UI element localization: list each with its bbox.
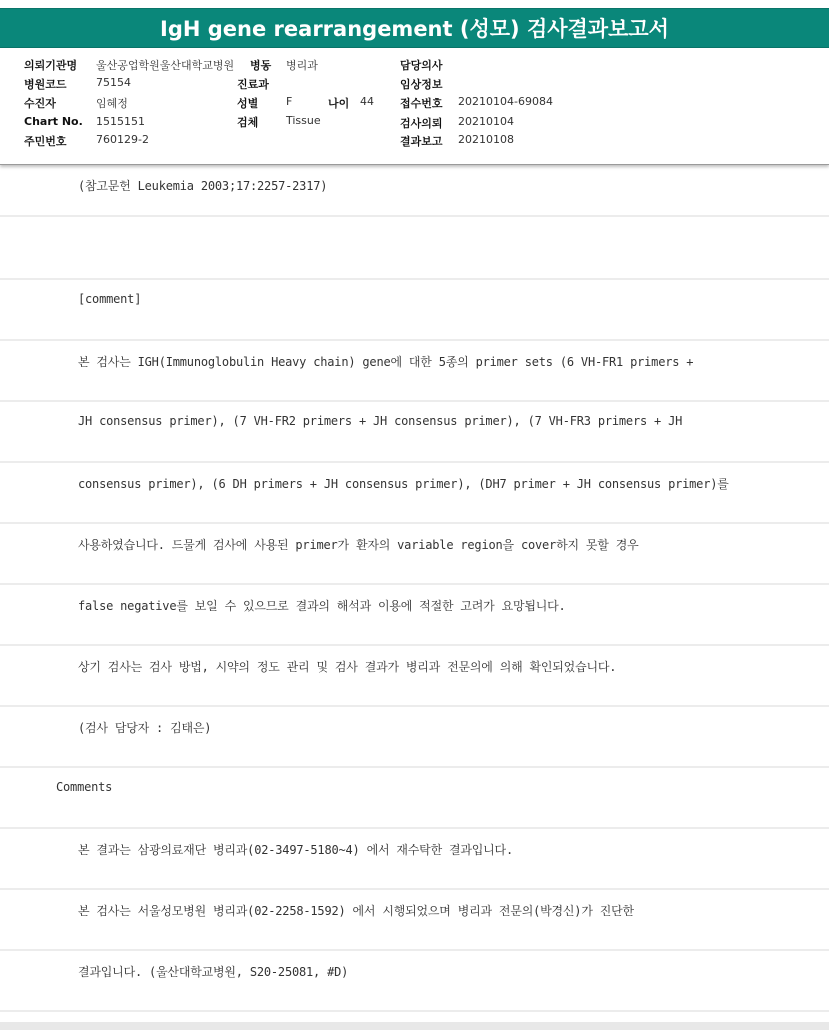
report-date-value: 20210108 [458,133,514,146]
department-label: 진료과 [237,78,269,91]
report-line-text: 사용하였습니다. 드물게 검사에 사용된 primer가 환자의 variable region을 cover하지 못할 경우 [78,538,639,552]
report-line-text: (참고문헌 Leukemia 2003;17:2257-2317) [78,179,328,193]
report-line [0,951,829,1012]
report-line-text: 본 검사는 서울성모병원 병리과(02-2258-1592) 에서 시행되었으며 병리과 전문의(박경신)가 진단한 [78,904,634,918]
report-line [0,524,829,585]
report-line-text: false negative를 보일 수 있으므로 결과의 해석과 이용에 적절한 고려가 요망됩니다. [78,599,566,613]
report-line [0,829,829,890]
age-value: 44 [360,95,374,108]
report-line [0,280,829,341]
report-line-text: 상기 검사는 검사 방법, 시약의 정도 관리 및 검사 결과가 병리과 전문의에 의해 확인되었습니다. [78,660,617,674]
clinical-info-label: 임상정보 [400,78,443,91]
hospital-code-value: 75154 [96,76,131,89]
report-body[interactable] [0,165,829,1030]
report-line [0,768,829,829]
examinee-value: 임혜정 [96,97,128,110]
report-title: IgH gene rearrangement (성모) 검사결과보고서 [0,8,829,48]
report-line-text: 결과입니다. (울산대학교병원, S20-25081, #D) [78,965,349,979]
ward-value: 병리과 [286,59,318,72]
report-line [0,890,829,951]
patient-info-panel [0,48,829,165]
hospital-code-label: 병원코드 [24,78,67,91]
report-line-text: (검사 담당자 : 김태은) [78,721,212,735]
report-line-text: [comment] [78,292,142,306]
request-date-value: 20210104 [458,115,514,128]
report-line [0,217,829,280]
sex-label: 성별 [237,97,259,110]
resident-no-value: 760129-2 [96,133,149,146]
receipt-no-label: 접수번호 [400,97,443,110]
examinee-label: 수진자 [24,97,56,110]
report-line [0,707,829,768]
chart-no-value: 1515151 [96,115,145,128]
report-line [0,341,829,402]
report-line-text: consensus primer), (6 DH primers + JH consensus primer), (DH7 primer + JH consensus primer)를 [78,477,729,491]
age-label: 나이 [328,97,350,110]
report-line [0,463,829,524]
bottom-scroll-area [0,1022,829,1030]
report-line-text: 본 검사는 IGH(Immunoglobulin Heavy chain) gene에 대한 5종의 primer sets (6 VH-FR1 primers + [78,355,694,369]
request-date-label: 검사의뢰 [400,117,443,130]
specimen-value: Tissue [286,114,321,127]
report-line [0,646,829,707]
report-line [0,165,829,217]
chart-no-label: Chart No. [24,115,83,128]
sex-value: F [286,95,293,108]
ward-label: 병동 [250,59,272,72]
institution-label: 의뢰기관명 [24,59,78,72]
doctor-label: 담당의사 [400,59,443,72]
report-line [0,585,829,646]
specimen-label: 검체 [237,116,259,129]
report-line-text: JH consensus primer), (7 VH-FR2 primers + JH consensus primer), (7 VH-FR3 primers + JH [78,414,683,428]
report-line-text: 본 결과는 삼광의료재단 병리과(02-3497-5180~4) 에서 재수탁한 결과입니다. [78,843,513,857]
institution-value: 울산공업학원울산대학교병원 [96,59,235,72]
report-line [0,402,829,463]
receipt-no-value: 20210104-69084 [458,95,553,108]
comments-heading: Comments [56,780,113,794]
resident-no-label: 주민번호 [24,135,67,148]
report-date-label: 결과보고 [400,135,443,148]
